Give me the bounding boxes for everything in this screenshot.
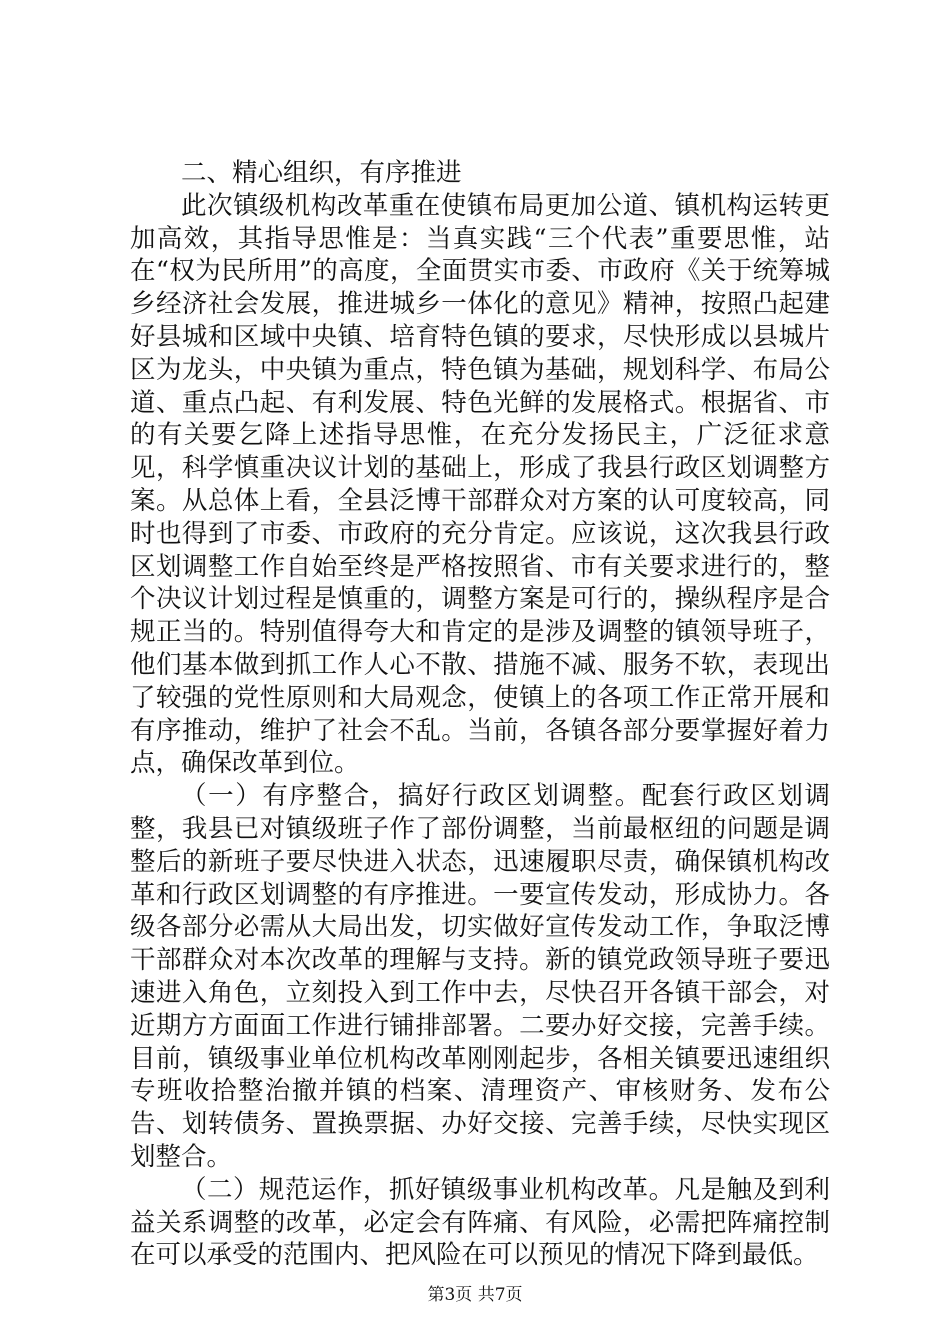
paragraph-standardized-operation: （二）规范运作，抓好镇级事业机构改革。凡是触及到利益关系调整的改革，必定会有阵痛、有风险，必需把阵痛控制在可以承受的范围内、把风险在可以预见的情况下降到最低。	[130, 1174, 830, 1271]
paragraph-orderly-integration: （一）有序整合，搞好行政区划调整。配套行政区划调整，我县已对镇级班子作了部份调整，当前最枢纽的问题是调整后的新班子要尽快进入状态，迅速履职尽责，确保镇机构改革和行政区划调整的有序推进。一要宣传发动，形成协力。各级各部分必需从大局出发，切实做好宣传发动工作，争取泛博干部群众对本次改革的理解与支持。新的镇党政领导班子要迅速进入角色，立刻投入到工作中去，尽快召开各镇干部会，对近期方方面面工作进行铺排部署。二要办好交接，完善手续。目前，镇级事业单位机构改革刚刚起步，各相关镇要迅速组织专班收拾整治撤并镇的档案、清理资产、审核财务、发布公告、划转债务、置换票据、办好交接、完善手续，尽快实现区划整合。	[130, 781, 830, 1172]
paragraph-guiding-ideology: 此次镇级机构改革重在使镇布局更加公道、镇机构运转更加高效，其指导思惟是：当真实践“三个代表”重要思惟，站在“权为民所用”的高度，全面贯实市委、市政府《关于统筹城乡经济社会发展，推进城乡一体化的意见》精神，按照凸起建好县城和区域中央镇、培育特色镇的要求，尽快形成以县城片区为龙头，中央镇为重点，特色镇为基础，规划科学、布局公道、重点凸起、有利发展、特色光鲜的发展格式。根据省、市的有关要乞降上述指导思惟，在充分发扬民主，广泛征求意见，科学慎重决议计划的基础上，形成了我县行政区划调整方案。从总体上看，全县泛博干部群众对方案的认可度较高，同时也得到了市委、市政府的充分肯定。应该说，这次我县行政区划调整工作自始至终是严格按照省、市有关要求进行的，整个决议计划过程是慎重的，调整方案是可行的，操纵程序是合规正当的。特别值得夸大和肯定的是涉及调整的镇领导班子，他们基本做到抓工作人心不散、措施不减、服务不软，表现出了较强的党性原则和大局观念，使镇上的各项工作正常开展和有序推动，维护了社会不乱。当前，各镇各部分要掌握好着力点，确保改革到位。	[130, 190, 830, 779]
page-footer	[0, 1284, 950, 1306]
page-number-label: 第3页 共7页	[427, 1285, 523, 1305]
document-body	[130, 157, 830, 1272]
section-heading: 二、精心组织，有序推进	[181, 158, 462, 188]
